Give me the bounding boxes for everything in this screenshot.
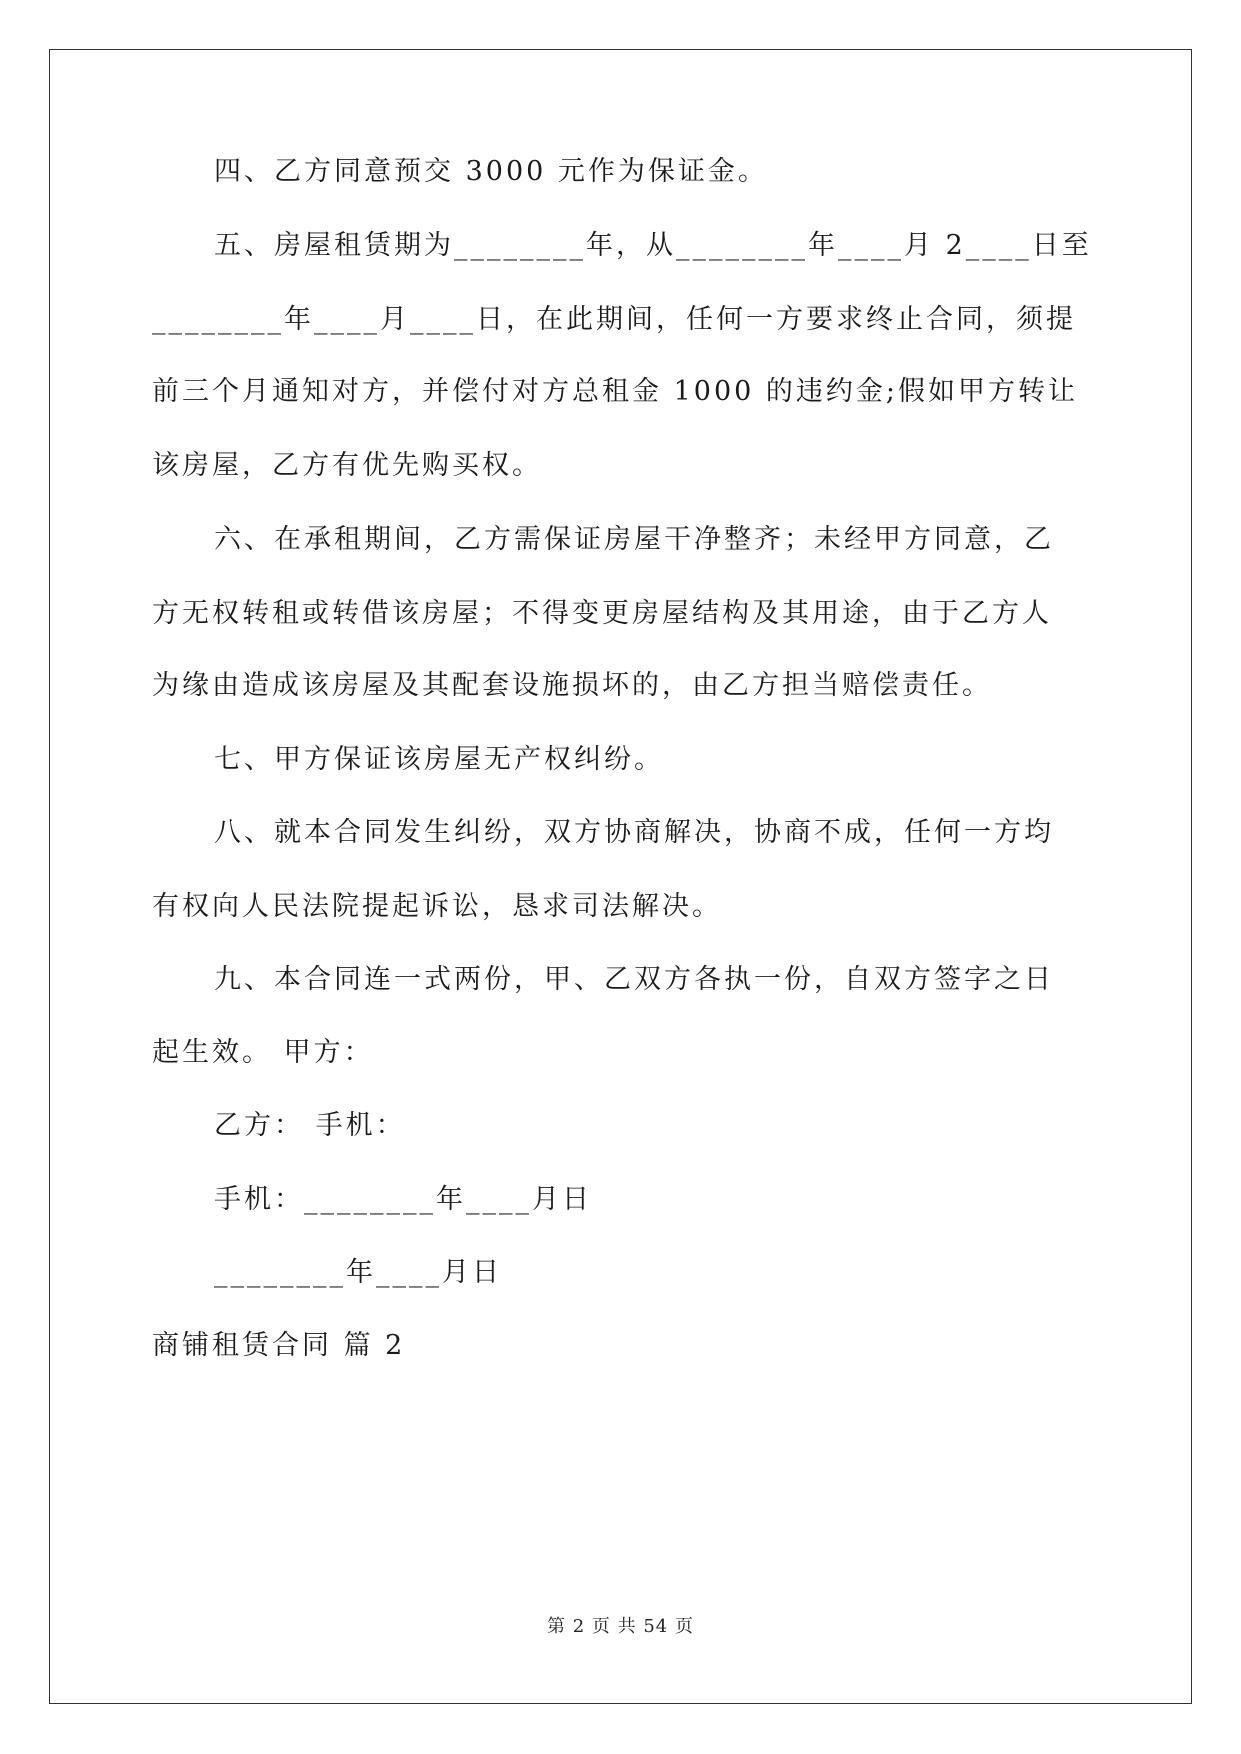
clause-5-line-3: 前三个月通知对方，并偿付对方总租金 1000 的违约金;假如甲方转让: [152, 376, 1078, 407]
section-heading: 商铺租赁合同 篇 2: [152, 1330, 406, 1361]
clause-5-line-4: 该房屋，乙方有优先购买权。: [152, 450, 542, 481]
clause-6-line-3: 为缘由造成该房屋及其配套设施损坏的，由乙方担当赔偿责任。: [152, 670, 992, 701]
clause-4-line-1: 四、乙方同意预交 3000 元作为保证金。: [214, 156, 768, 187]
page-number: 第 2 页 共 54 页: [547, 1616, 694, 1637]
clause-6-line-1: 六、在承租期间，乙方需保证房屋干净整齐；未经甲方同意，乙: [214, 524, 1054, 555]
signature-date: ________年____月日: [214, 1257, 502, 1288]
clause-9-line-1: 九、本合同连一式两份，甲、乙双方各执一份，自双方签字之日: [214, 964, 1054, 995]
signature-party-b: 乙方： 手机：: [214, 1110, 406, 1141]
clause-5-line-2: ________年____月____日，在此期间，任何一方要求终止合同，须提: [152, 304, 1076, 335]
clause-8-line-1: 八、就本合同发生纠纷，双方协商解决，协商不成，任何一方均: [214, 817, 1054, 848]
clause-7-line-1: 七、甲方保证该房屋无产权纠纷。: [214, 744, 664, 775]
clause-5-line-1: 五、房屋租赁期为________年，从________年____月 2____日至: [214, 230, 1092, 261]
clause-9-line-2: 起生效。 甲方：: [152, 1037, 374, 1068]
signature-phone-date: 手机：________年____月日: [214, 1184, 592, 1215]
page-border: [49, 49, 1192, 1704]
clause-8-line-2: 有权向人民法院提起诉讼，恳求司法解决。: [152, 891, 722, 922]
clause-6-line-2: 方无权转租或转借该房屋；不得变更房屋结构及其用途，由于乙方人: [152, 598, 1052, 629]
